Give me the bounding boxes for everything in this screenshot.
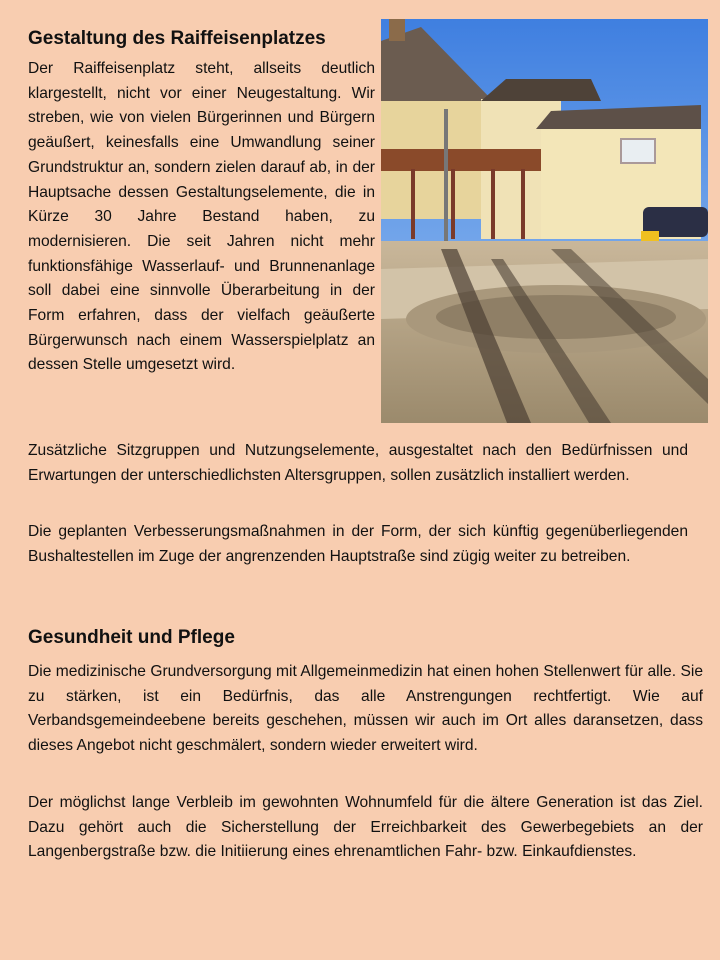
- section-title-raiffeisenplatz: Gestaltung des Raiffeisenplatzes: [28, 28, 326, 49]
- raiffeisenplatz-photo: [381, 19, 708, 423]
- section-title-gesundheit: Gesundheit und Pflege: [28, 627, 235, 648]
- paragraph-gesundheit-grundversorgung: Die medizinische Grundversorgung mit Allgemeinmedizin hat einen hohen Stellenwert für alle. Sie zu stärken, ist ein Bedürfnis, das alle Anstrengungen rechtfertigt. Wie auf Verbandsgemeindeebene bereits geschehen, müssen wir auch im Ort alles daransetzen, dass dieses Angebot nicht geschmälert, sondern wieder erweitert wird.: [28, 663, 703, 755]
- paragraph-raiffeisenplatz-intro: Der Raiffeisenplatz steht, allseits deutlich klargestellt, nicht vor einer Neugestaltung. Wir streben, wie von vielen Bürgerinnen und Bürgern geäußert, keinesfalls eine Umwandlung seiner Grundstruktur an, sondern zielen darauf ab, in der Hauptsache dessen Gestaltungselemente, die in Kürze 30 Jahre Bestand haben, zu modernisieren. Die seit Jahren nicht mehr funktionsfähige Wasserlauf- und Brunnenanlage soll dabei eine sinnvolle Überarbeitung in der Form erfahren, dass der vielfach geäußerte Bürgerwunsch nach einem Wasserspielplatz an dessen Stelle umgesetzt wird.: [28, 60, 375, 374]
- paragraph-raiffeisenplatz-seating: Zusätzliche Sitzgruppen und Nutzungselemente, ausgestaltet nach den Bedürfnissen und Erwartungen der unterschiedlichsten Altersgruppen, sollen zusätzlich installiert werden.: [28, 442, 688, 484]
- paragraph-raiffeisenplatz-busstops: Die geplanten Verbesserungsmaßnahmen in der Form, der sich künftig gegenüberliegenden Bushaltestellen im Zuge der angrenzenden Hauptstraße sind zügig weiter zu betreiben.: [28, 523, 688, 565]
- paragraph-gesundheit-wohnumfeld: Der möglichst lange Verbleib im gewohnten Wohnumfeld für die ältere Generation ist das Ziel. Dazu gehört auch die Sicherstellung der Erreichbarkeit des Gewerbegebiets an der Langenbergstraße bzw. die Initiierung eines ehrenamtlichen Fahr- bzw. Einkaufdienstes.: [28, 794, 703, 861]
